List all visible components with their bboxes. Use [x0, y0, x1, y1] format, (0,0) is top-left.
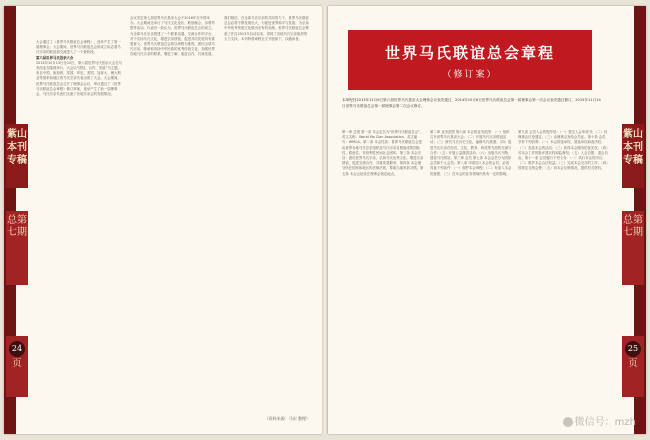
right-page [328, 6, 646, 434]
issue-label-tab-right: 总第七期 [622, 211, 644, 285]
page-number-tab [6, 336, 28, 397]
page-suffix-right: 页 [628, 359, 638, 369]
page-number-tab-right [622, 336, 644, 397]
article-signature: （资料来源：马东 整理） [264, 416, 310, 421]
magazine-name-tab: 紫山本刊专稿 [6, 124, 28, 188]
left-column-2: 会议决定第七届世界马氏恳亲大会于2016年在中国举办。大会期间还举行了马氏文化论坛、联谊晚会、参观考察等活动。代表们一致认为，世界马氏联谊总会的成立，为全球马氏宗亲搭建了一个联系沟通、交流合作的平台，对于弘扬马氏文化、增进宗亲情谊、促进共同发展具有重要意义。世界马氏联谊总会将以章程为准则，团结全球马氏宗亲，继承和发扬中华民族的优秀传统文化，加强世界各地马氏宗亲的联系，增进了解，促进合作，共谋发展。 [130, 16, 215, 57]
charter-subtitle: （修订案） [442, 70, 498, 80]
wechat-icon [563, 417, 573, 427]
charter-intro: 本章程经2013年12月6日第六届世界马氏恳亲大会理事会议表决通过，2014年10月6日世界马氏联谊总会第一届理事会第一次会议表决通过修订，2015年11月14日世界马氏联谊总会第一届理事会第二次会议修订。 [342, 98, 601, 108]
wechat-watermark [563, 413, 636, 428]
left-page-number: 24 [9, 341, 25, 357]
charter-title-banner [348, 30, 592, 90]
column1-heading: 第六届世界马氏恳亲大会 [36, 55, 74, 60]
magazine-name-tab-right: 紫山本刊专稿 [622, 124, 644, 188]
page-suffix: 页 [12, 359, 22, 369]
right-page-number: 25 [625, 341, 641, 357]
charter-title: 世界马氏联谊总会章程 [384, 44, 555, 62]
column1-body: 2014年10月13日至15日，第六届世界马氏恳亲大会在马来西亚吉隆坡举行，大会以“团结、合作、发展”为主题。来自中国、新加坡、泰国、印尼、美国、加拿大、澳大利亚等国家和地区的马氏宗亲代表出席了大会。大会期间，世界马氏联谊总会召开了理事会会议，审议通过了《世界马氏联谊总会章程》修订草案，选举产生了新一届理事会，马氏宗亲代表们交流了各地宗亲会的发展情况。 [36, 60, 122, 97]
column1-intro: 大会通过了《世界马氏联谊总会章程》，选举产生了第一届理事会。大会期间，世界马氏联谊总会的成立标志着马氏宗亲的联谊和交流进入了一个新阶段。 [36, 40, 121, 55]
right-column-1: 第一章 总则 第一条 本会定名为“世界马氏联谊总会”，英文名称：World Ma Clan Association，英文缩写：WMCA。第二条 本会性质：世界马氏联谊总会是由世界各地马氏宗亲组织及马氏宗亲自愿组成的国际性、联谊性、非营利性民间社会团体。第三条 本会宗旨：团结世界马氏宗亲，弘扬马氏优秀文化，增进宗亲情谊，促进交流合作，共谋发展繁荣。第四条 本会遵守所在国家和地区的法律法规，尊重当地风俗习惯。第五条 本会会址设在理事会指定地点。 [342, 130, 424, 176]
left-column-3: 我们相信，在全球马氏宗亲的共同努力下，世界马氏联谊总会必将不断发展壮大，为促进世界和平与发展、为弘扬中华优秀传统文化做出应有的贡献。世界马氏联谊总会筹备工作自2013年启动以来，得到了各地马氏宗亲组织的大力支持。本刊特将章程全文刊登如下，以飨读者。 [224, 16, 309, 41]
left-column-1 [36, 40, 122, 410]
left-page [4, 6, 322, 434]
right-column-3: 第九条 会员入会的程序是：（一）提交入会申请书；（二）经理事会讨论通过；（三）由理事会发给会员证。第十条 会员享有下列权利：（一）本会的选举权、被选举权和表决权；（二）参加本会的活动；（三）获得本会服务的优先权；（四）对本会工作的批评建议权和监督权；（五）入会自愿、退会自由。第十一条 会员履行下列义务：（一）执行本会的决议；（二）维护本会合法权益；（三）完成本会交办的工作；（四）按规定交纳会费；（五）向本会反映情况，提供有关资料。 [518, 130, 608, 171]
watermark-text: 微信号：mzh [574, 417, 636, 428]
issue-label-tab: 总第七期 [6, 211, 28, 285]
right-column-2: 第二章 业务范围 第六条 本会的业务范围：（一）组织召开世界马氏恳亲大会；（二）开展马氏宗亲联谊活动；（三）研究马氏历史文化，编修马氏族谱；（四）促进马氏宗亲在经济、文化、教育、科技等方面的交流与合作；（五）开展公益慈善活动；（六）出版马氏刊物，建设马氏网站。第三章 会员 第七条 本会会员分为团体会员和个人会员。第八条 申请加入本会的会员，必须具备下列条件：（一）拥护本会章程；（二）有加入本会的意愿；（三）在本会的业务领域内具有一定的影响。 [430, 130, 512, 176]
